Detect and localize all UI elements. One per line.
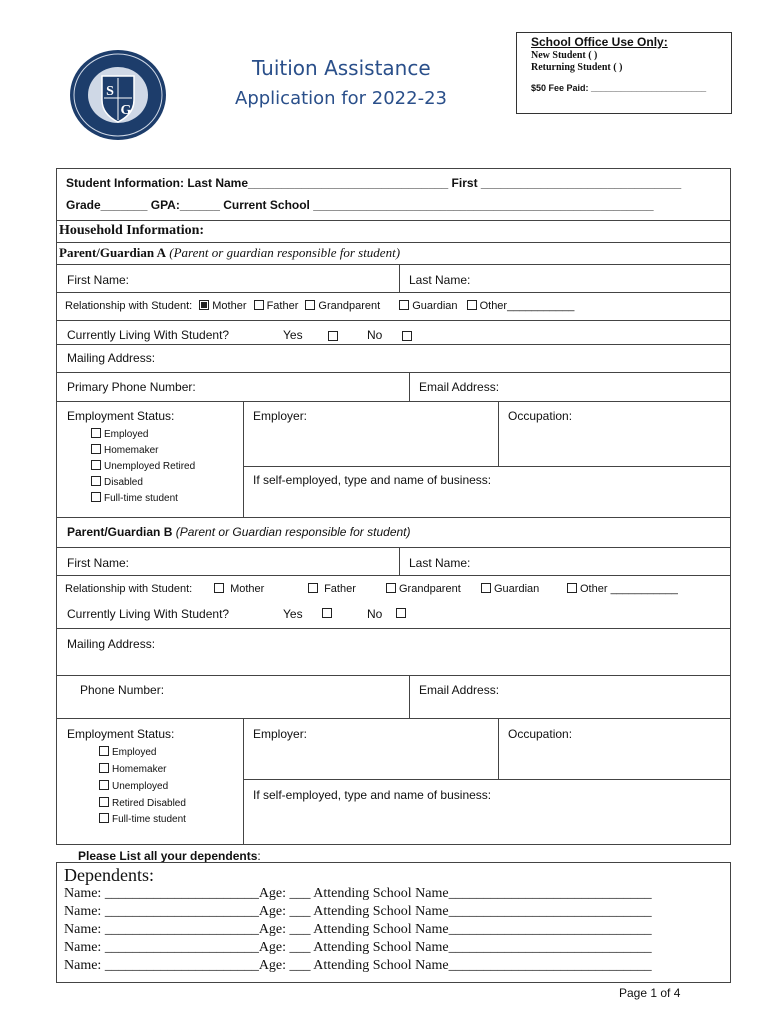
- b-employed-checkbox[interactable]: [99, 746, 109, 756]
- b-no-label: No: [367, 607, 383, 621]
- a-student-checkbox[interactable]: [91, 492, 101, 502]
- b-unemployed-checkbox[interactable]: [99, 780, 109, 790]
- b-first-name-field[interactable]: First Name:: [67, 556, 130, 570]
- a-yes-checkbox[interactable]: [328, 331, 338, 341]
- guardian-a-title: Parent/Guardian A: [59, 245, 167, 260]
- a-no-checkbox[interactable]: [402, 331, 412, 341]
- dependents-heading: Dependents:: [64, 865, 154, 885]
- b-living-label: Currently Living With Student?: [67, 607, 230, 621]
- b-mother-checkbox[interactable]: [214, 583, 224, 593]
- guardian-b-note: (Parent or Guardian responsible for student): [175, 525, 411, 539]
- b-guardian-checkbox[interactable]: [481, 583, 491, 593]
- new-student-field[interactable]: New Student ( ): [531, 50, 598, 61]
- b-last-name-field[interactable]: Last Name:: [409, 556, 471, 570]
- page-number: Page 1 of 4: [619, 986, 681, 1000]
- dependent-row[interactable]: Name: ______________________Age: ___ Attending School Name_____________________________: [64, 940, 652, 955]
- b-grandparent-checkbox[interactable]: [386, 583, 396, 593]
- guardian-a-heading: [59, 245, 400, 261]
- form-title: Tuition Assistance: [252, 56, 431, 80]
- office-heading: School Office Use Only:: [531, 35, 668, 49]
- b-employment-status-label: Employment Status:: [67, 727, 175, 741]
- a-living-label: Currently Living With Student?: [67, 328, 230, 342]
- b-phone-field[interactable]: Phone Number:: [80, 683, 165, 697]
- a-father-label: Father: [266, 300, 299, 312]
- dependent-row[interactable]: Name: ______________________Age: ___ Attending School Name_____________________________: [64, 886, 652, 901]
- b-no-checkbox[interactable]: [396, 608, 406, 618]
- fee-paid-field[interactable]: $50 Fee Paid: _______________________: [531, 83, 707, 93]
- b-other-option[interactable]: Other ___________: [567, 583, 678, 595]
- a-no-label: No: [367, 328, 383, 342]
- a-father-checkbox[interactable]: [254, 300, 264, 310]
- returning-student-field[interactable]: Returning Student ( ): [531, 62, 623, 73]
- b-yes-checkbox[interactable]: [322, 608, 332, 618]
- a-status-disabled[interactable]: Disabled: [91, 476, 143, 488]
- svg-text:G: G: [120, 103, 132, 118]
- b-other-checkbox[interactable]: [567, 583, 577, 593]
- a-last-name-field[interactable]: Last Name:: [409, 273, 471, 287]
- b-grandparent-option[interactable]: Grandparent: [386, 583, 461, 595]
- b-status-retired-disabled[interactable]: Retired Disabled: [99, 797, 186, 809]
- a-status-homemaker[interactable]: Homemaker: [91, 444, 158, 456]
- a-phone-field[interactable]: Primary Phone Number:: [67, 380, 196, 394]
- a-guardian-checkbox[interactable]: [399, 300, 409, 310]
- a-status-unemployed[interactable]: Unemployed Retired: [91, 460, 195, 472]
- b-student-checkbox[interactable]: [99, 813, 109, 823]
- dependents-instruction: Please List all your dependents:: [78, 849, 261, 863]
- student-grade-line[interactable]: Grade_______ GPA:______ Current School ___________________________________________________: [66, 198, 654, 212]
- b-mother-option[interactable]: Mother: [214, 583, 264, 595]
- b-father-option[interactable]: Father: [308, 583, 356, 595]
- a-mailing-field[interactable]: Mailing Address:: [67, 351, 156, 365]
- main-form-frame: [56, 168, 731, 845]
- a-occupation-field[interactable]: Occupation:: [508, 409, 573, 423]
- office-use-box: [516, 32, 732, 114]
- b-occupation-field[interactable]: Occupation:: [508, 727, 573, 741]
- a-mother-label: Mother: [212, 300, 247, 312]
- b-status-employed[interactable]: Employed: [99, 746, 156, 758]
- a-disabled-checkbox[interactable]: [91, 476, 101, 486]
- svg-text:S: S: [106, 84, 114, 99]
- a-other-checkbox[interactable]: [467, 300, 477, 310]
- a-relationship-label: Relationship with Student:: [65, 300, 193, 312]
- form-subtitle: Application for 2022-23: [235, 88, 447, 109]
- b-status-student[interactable]: Full-time student: [99, 813, 186, 825]
- b-employer-field[interactable]: Employer:: [253, 727, 308, 741]
- b-yes-label: Yes: [283, 607, 303, 621]
- b-guardian-option[interactable]: Guardian: [481, 583, 539, 595]
- a-guardian-label: Guardian: [412, 300, 458, 312]
- dependent-row[interactable]: Name: ______________________Age: ___ Attending School Name_____________________________: [64, 958, 652, 973]
- a-yes-label: Yes: [283, 328, 303, 342]
- b-status-homemaker[interactable]: Homemaker: [99, 763, 166, 775]
- guardian-a-note: (Parent or guardian responsible for student): [169, 245, 401, 260]
- a-employed-checkbox[interactable]: [91, 428, 101, 438]
- guardian-b-heading: [67, 525, 411, 539]
- b-status-unemployed[interactable]: Unemployed: [99, 780, 168, 792]
- a-employer-field[interactable]: Employer:: [253, 409, 308, 423]
- a-other-label[interactable]: Other___________: [479, 300, 575, 312]
- a-grandparent-label: Grandparent: [318, 300, 381, 312]
- a-relationship-row: [65, 300, 574, 312]
- dependent-row[interactable]: Name: ______________________Age: ___ Attending School Name_____________________________: [64, 922, 652, 937]
- b-self-employed-field[interactable]: If self-employed, type and name of business:: [253, 788, 492, 802]
- a-grandparent-checkbox[interactable]: [305, 300, 315, 310]
- b-retired-disabled-checkbox[interactable]: [99, 797, 109, 807]
- b-homemaker-checkbox[interactable]: [99, 763, 109, 773]
- a-mother-checkbox[interactable]: [199, 300, 209, 310]
- a-status-student[interactable]: Full-time student: [91, 492, 178, 504]
- a-email-field[interactable]: Email Address:: [419, 380, 500, 394]
- a-homemaker-checkbox[interactable]: [91, 444, 101, 454]
- a-status-employed[interactable]: Employed: [91, 428, 148, 440]
- b-father-checkbox[interactable]: [308, 583, 318, 593]
- b-email-field[interactable]: Email Address:: [419, 683, 500, 697]
- b-mailing-field[interactable]: Mailing Address:: [67, 637, 156, 651]
- b-relationship-label: Relationship with Student:: [65, 583, 193, 595]
- a-unemployed-checkbox[interactable]: [91, 460, 101, 470]
- student-name-line[interactable]: Student Information: Last Name______________________________ First ______________________________: [66, 176, 682, 190]
- school-seal-logo: [68, 48, 168, 142]
- guardian-b-title: Parent/Guardian B: [67, 525, 173, 539]
- a-first-name-field[interactable]: First Name:: [67, 273, 130, 287]
- household-heading: Household Information:: [59, 223, 205, 238]
- a-employment-status-label: Employment Status:: [67, 409, 175, 423]
- dependent-row[interactable]: Name: ______________________Age: ___ Attending School Name_____________________________: [64, 904, 652, 919]
- a-self-employed-field[interactable]: If self-employed, type and name of business:: [253, 473, 492, 487]
